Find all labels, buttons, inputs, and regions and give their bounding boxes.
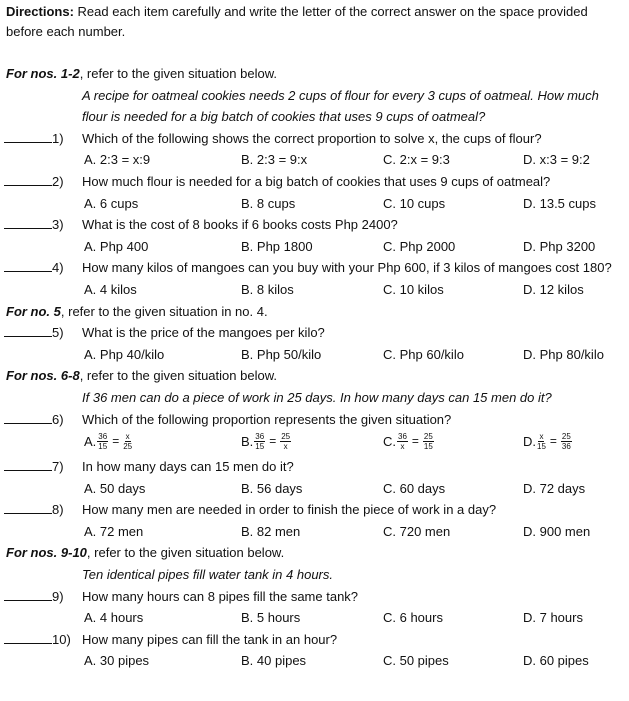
option-c: C. 2:x = 9:3 [383, 152, 450, 168]
option-a: A. 30 pipes [84, 653, 150, 669]
option-c: C. 10 cups [383, 195, 446, 211]
answer-blank-2[interactable] [4, 171, 80, 193]
option-b: B. Php 1800 [241, 238, 313, 254]
group-ref-label: For no. 5 [6, 303, 61, 319]
numerator: 36 [255, 432, 265, 442]
option-a: A. 72 men [84, 523, 144, 539]
options-10 [0, 650, 629, 672]
option-b: B. 40 pipes [241, 653, 307, 669]
numerator: 36 [398, 432, 407, 442]
answer-blank-9[interactable] [4, 586, 80, 608]
option-d: D. 60 pipes [523, 653, 589, 669]
denominator: x [400, 442, 405, 452]
options-3 [0, 236, 629, 258]
group-ref-9-10 [0, 542, 629, 564]
denominator: 15 [423, 442, 433, 452]
answer-blank-1[interactable] [4, 128, 80, 150]
question-number: 5) [52, 325, 64, 341]
question-1 [0, 128, 629, 150]
question-text: How many kilos of mangoes can you buy with your Php 600, if 3 kilos of mangoes cost 180? [82, 260, 612, 276]
option-a: A. 4 kilos [84, 281, 137, 297]
question-7 [0, 456, 629, 478]
question-text: Which of the following shows the correct proportion to solve x, the cups of flour? [82, 130, 542, 146]
question-text: How many hours can 8 pipes fill the same tank? [82, 588, 359, 604]
option-a: A. 4 hours [84, 610, 144, 626]
option-c: C. Php 60/kilo [383, 346, 464, 362]
option-b: B. 2:3 = 9:x [241, 152, 308, 168]
option-d: D. 72 days [523, 480, 586, 496]
option-d: D. 7 hours [523, 610, 583, 626]
denominator: 36 [561, 442, 571, 452]
question-number: 1) [52, 130, 64, 146]
question-text: What is the price of the mangoes per kilo? [82, 325, 325, 341]
situation-1-2: A recipe for oatmeal cookies needs 2 cups of flour for every 3 cups of oatmeal. How much flour is needed for a big batch of cookies that uses 9 cups of oatmeal? [82, 87, 599, 125]
numerator: x [539, 432, 544, 442]
option-a: A. Php 400 [84, 238, 149, 254]
question-number: 4) [52, 260, 64, 276]
answer-blank-3[interactable] [4, 214, 80, 236]
question-text: What is the cost of 8 books if 6 books costs Php 2400? [82, 217, 398, 233]
answer-blank-6[interactable] [4, 409, 80, 431]
question-6 [0, 409, 629, 431]
option-d: D. x:3 = 9:2 [523, 152, 590, 168]
option-b: B. 5 hours [241, 610, 301, 626]
option-b: B. 8 cups [241, 195, 296, 211]
question-number: 10) [52, 631, 71, 647]
denominator: 15 [255, 442, 265, 452]
option-c: C. 6 hours [383, 610, 443, 626]
options-9 [0, 607, 629, 629]
option-c: C. 10 kilos [383, 281, 444, 297]
numerator: x [125, 432, 130, 442]
options-5 [0, 344, 629, 366]
option-d: D. 13.5 cups [523, 195, 596, 211]
group-ref-label: For nos. 6-8 [6, 368, 80, 384]
option-letter: A. [84, 434, 97, 450]
option-letter: C. [383, 434, 396, 450]
option-letter: B. [241, 434, 254, 450]
options-8 [0, 521, 629, 543]
numerator: 25 [561, 432, 571, 442]
question-number: 3) [52, 217, 64, 233]
option-a: A. 6 cups [84, 195, 139, 211]
question-number: 6) [52, 411, 64, 427]
question-number: 2) [52, 173, 64, 189]
spacer [0, 42, 629, 63]
options-4 [0, 279, 629, 301]
option-d: D. $\frac{x}{15}$ = $\frac{25}{36}$ [523, 432, 571, 452]
numerator: 25 [423, 432, 433, 442]
options-6 [0, 430, 629, 456]
group-ref-text: , refer to the given situation below. [79, 368, 277, 384]
directions-text: Read each item carefully and write the letter of the correct answer on the space provided before each number. [6, 4, 588, 39]
option-c: C. 60 days [383, 480, 446, 496]
option-b: B. 82 men [241, 523, 301, 539]
directions [6, 2, 623, 42]
option-d: D. Php 80/kilo [523, 346, 604, 362]
question-10 [0, 629, 629, 651]
question-9 [0, 586, 629, 608]
numerator: 25 [281, 432, 291, 442]
options-7 [0, 478, 629, 500]
group-ref-6-8 [0, 365, 629, 387]
question-number: 8) [52, 502, 64, 518]
option-c: C. 50 pipes [383, 653, 449, 669]
answer-blank-7[interactable] [4, 456, 80, 478]
option-c: C. 720 men [383, 523, 451, 539]
question-number: 9) [52, 588, 64, 604]
option-b: B. Php 50/kilo [241, 346, 322, 362]
fraction [423, 432, 434, 451]
group-ref-text: , refer to the given situation below. [79, 66, 277, 81]
options-2 [0, 193, 629, 215]
options-1 [0, 149, 629, 171]
denominator: x [283, 442, 288, 452]
denominator: 25 [123, 442, 133, 452]
question-2 [0, 171, 629, 193]
question-number: 7) [52, 459, 64, 475]
question-text: How many men are needed in order to finish the piece of work in a day? [82, 502, 497, 518]
option-d: D. Php 3200 [523, 238, 596, 254]
fraction [280, 432, 291, 451]
group-ref-label: For nos. 9-10 [6, 545, 87, 561]
option-c: C. $\frac{36}{x}$ = $\frac{25}{15}$ [383, 432, 433, 452]
situation-9-10: Ten identical pipes fill water tank in 4 hours. [82, 567, 333, 583]
option-b: B. 56 days [241, 480, 303, 496]
question-8 [0, 499, 629, 521]
option-letter: D. [523, 434, 536, 450]
fraction [397, 432, 408, 451]
fraction [561, 432, 572, 451]
option-a: A. $\frac{36}{15}$ = $\frac{x}{25}$ [84, 432, 133, 452]
directions-label: Directions: [6, 4, 74, 19]
question-text: How much flour is needed for a big batch of cookies that uses 9 cups of oatmeal? [82, 173, 551, 189]
option-d: D. 12 kilos [523, 281, 584, 297]
numerator: 36 [98, 432, 108, 442]
question-4 [0, 257, 629, 279]
situation-6-8: If 36 men can do a piece of work in 25 days. In how many days can 15 men do it? [82, 389, 552, 405]
group-ref-label: For nos. 1-2 [6, 66, 80, 81]
question-3 [0, 214, 629, 236]
group-ref-text: , refer to the given situation in no. 4. [60, 303, 268, 319]
question-text: Which of the following proportion represents the given situation? [82, 411, 452, 427]
option-c: C. Php 2000 [383, 238, 456, 254]
answer-blank-5[interactable] [4, 322, 80, 344]
fraction [97, 432, 108, 451]
group-ref-5 [0, 301, 629, 323]
option-a: A. 50 days [84, 480, 146, 496]
option-b: B. $\frac{36}{15}$ = $\frac{25}{x}$ [241, 432, 291, 452]
denominator: 15 [98, 442, 108, 452]
question-text: How many pipes can fill the tank in an hour? [82, 631, 338, 647]
question-5 [0, 322, 629, 344]
denominator: 15 [537, 442, 546, 452]
group-ref-text: , refer to the given situation below. [86, 545, 285, 561]
answer-blank-10[interactable] [4, 629, 80, 651]
option-d: D. 900 men [523, 523, 591, 539]
answer-blank-8[interactable] [4, 499, 80, 521]
fraction [537, 432, 546, 451]
question-text: In how many days can 15 men do it? [82, 459, 294, 475]
option-a: A. Php 40/kilo [84, 346, 165, 362]
fraction [123, 432, 132, 451]
answer-blank-4[interactable] [4, 257, 80, 279]
fraction [254, 432, 265, 451]
option-a: A. 2:3 = x:9 [84, 152, 151, 168]
group-ref-1-2 [0, 63, 629, 85]
option-b: B. 8 kilos [241, 281, 294, 297]
